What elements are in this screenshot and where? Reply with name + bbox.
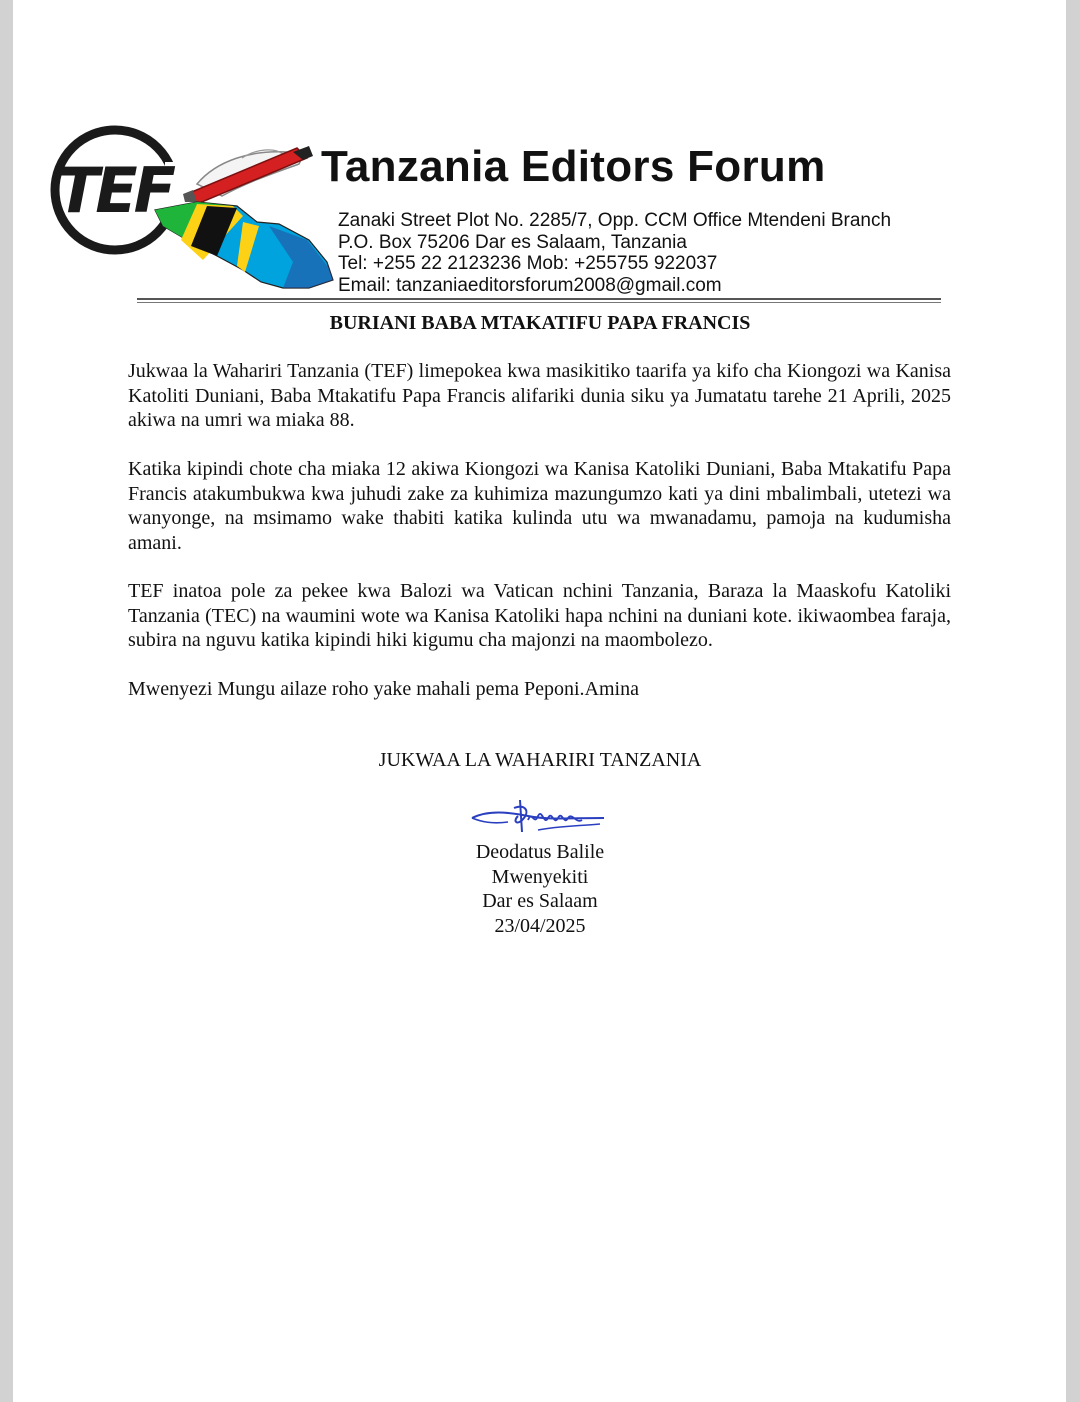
- address-line: Zanaki Street Plot No. 2285/7, Opp. CCM Office Mtendeni Branch: [338, 210, 892, 231]
- paragraph: Jukwaa la Wahariri Tanzania (TEF) limepokea kwa masikitiko taarifa ya kifo cha Kiongozi wa Kanisa Katoliti Duniani, Baba Mtakatifu Papa Francis alifariki dunia siku ya Jumatatu tarehe 21 Aprili, 2025 akiwa na umri wa miaka 88.: [128, 360, 951, 432]
- svg-text:TEF: TEF: [57, 154, 172, 227]
- phone-line: Tel: +255 22 2123236 Mob: +255755 922037: [338, 253, 718, 274]
- signatory-name: Deodatus Balile: [475, 841, 605, 863]
- handwritten-signature: [468, 796, 610, 840]
- header-divider: [137, 298, 941, 300]
- closing-org: JUKWAA LA WAHARIRI TANZANIA: [378, 749, 702, 771]
- signatory-position: Mwenyekiti: [491, 865, 589, 888]
- org-name: Tanzania Editors Forum: [321, 142, 826, 191]
- po-box-line: P.O. Box 75206 Dar es Salaam, Tanzania: [338, 231, 687, 253]
- address-block: [338, 210, 891, 296]
- paragraph: Katika kipindi chote cha miaka 12 akiwa Kiongozi wa Kanisa Katoliki Duniani, Baba Mtakatifu Papa Francis atakumbukwa kwa juhudi zake za kuhimiza mazungumzo kati ya dini mbalimbali, utetezi wa wanyonge, na msimamo wake thabiti katika kulinda utu wa mwanadamu, pamoja na kudumisha amani.: [128, 458, 951, 554]
- header-divider-thin: [137, 302, 941, 303]
- signatory-block: [0, 840, 1080, 938]
- tef-logo: [47, 122, 347, 294]
- paragraph: TEF inatoa pole za pekee kwa Balozi wa Vatican nchini Tanzania, Baraza la Maaskofu Katoliki Tanzania (TEC) na waumini wote wa Kanisa Katoliki hapa nchini na duniani kote. ikiwaombea faraja, subira na nguvu katika kipindi hiki kigumu cha majonzi na maombolezo.: [128, 580, 951, 652]
- letter-date: 23/04/2025: [494, 914, 586, 937]
- email-line: Email: tanzaniaeditorsforum2008@gmail.com: [338, 274, 722, 296]
- signatory-place: Dar es Salaam: [482, 890, 598, 913]
- letter-title: BURIANI BABA MTAKATIFU PAPA FRANCIS: [329, 312, 751, 334]
- paragraph: Mwenyezi Mungu ailaze roho yake mahali pema Peponi.Amina: [128, 678, 639, 700]
